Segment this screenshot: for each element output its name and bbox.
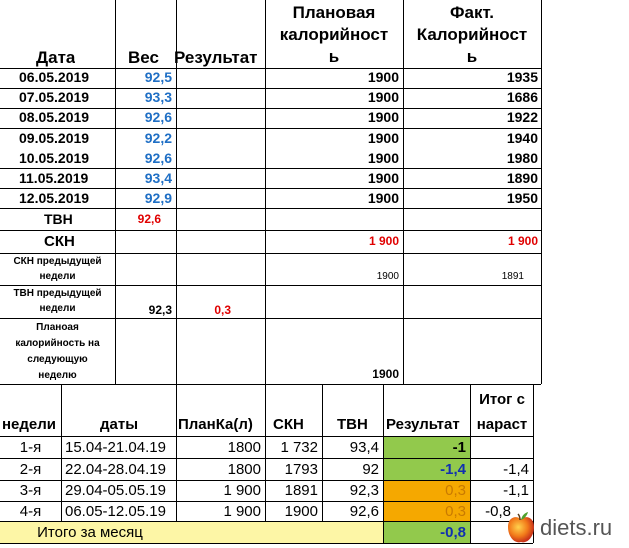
planka-cell: 1800 [227,439,261,456]
row-date: 10.05.2019 [19,150,90,166]
row-weight: 93,4 [144,170,172,186]
plan-next-value: 1900 [372,368,399,381]
dates-cell: 22.04-28.04.19 [65,461,166,478]
row-weight: 92,9 [144,190,172,206]
logo-text: diets.ru [540,515,613,540]
row-weight: 92,5 [144,69,172,85]
header-weight: Вес [128,48,159,67]
apple-icon [506,511,536,545]
tvn-label: ТВН [44,211,73,227]
plan-next-label-1: Планоая [36,322,79,333]
tvn-prev-weight: 92,3 [148,304,172,317]
row-plan: 1900 [367,89,399,105]
header-date: Дата [36,48,76,67]
tvn-value: 92,6 [137,213,161,226]
tvn-prev-label-1: ТВН предыдущей [13,288,102,299]
row-weight: 93,3 [144,89,172,105]
week-cell: 1-я [19,439,42,456]
header-result: Результат [174,48,258,67]
total-cell: -1,1 [503,482,529,499]
month-total-result: -0,8 [440,524,466,541]
skn-fact: 1 900 [507,235,538,248]
header-plan-calories-2: калорийност [279,25,389,44]
plan-next-label-2: калорийность на [15,338,100,349]
row-weight: 92,2 [144,130,172,146]
week-cell: 4-я [19,503,42,520]
week-cell: 2-я [19,461,42,478]
planka-cell: 1 900 [223,482,261,499]
row-date: 06.05.2019 [19,69,90,85]
plan-next-label-4: неделю [38,370,77,381]
dates-cell: 29.04-05.05.19 [65,482,166,499]
skn-prev-label-2: недели [39,271,76,282]
row-fact: 1980 [506,150,538,166]
row-plan: 1900 [367,150,399,166]
skn-prev-label-1: СКН предыдущей [13,256,102,267]
skn-cell: 1793 [284,461,318,478]
total-cell: -0,8 [485,503,511,520]
diets-logo[interactable] [506,510,624,546]
skn-cell: 1900 [284,503,318,520]
row-date: 08.05.2019 [19,109,90,125]
week-cell: 3-я [19,482,42,499]
row-plan: 1900 [367,190,399,206]
row-date: 07.05.2019 [19,89,90,105]
month-total-label: Итого за месяц [37,524,143,541]
dates-cell: 15.04-21.04.19 [65,439,166,456]
row-fact: 1890 [506,170,538,186]
total-cell: -1,4 [503,461,529,478]
header-fact-calories-2: Калорийност [416,25,528,44]
skn-plan: 1 900 [368,235,399,248]
result-cell: -1,4 [440,461,466,478]
row-fact: 1686 [506,89,538,105]
row-fact: 1940 [506,130,538,146]
header-planka: ПланКа(л) [178,416,253,433]
header-week: недели [2,416,57,433]
skn-label: СКН [44,233,75,250]
planka-cell: 1800 [227,461,261,478]
tvn-cell: 93,4 [349,439,379,456]
planka-cell: 1 900 [223,503,261,520]
row-fact: 1935 [506,69,538,85]
header-skn: СКН [273,416,304,433]
row-plan: 1900 [367,69,399,85]
row-plan: 1900 [367,130,399,146]
skn-prev-plan: 1900 [376,271,399,282]
header-dates: даты [100,416,139,433]
skn-cell: 1 732 [280,439,318,456]
tvn-cell: 92 [362,461,379,478]
tvn-prev-label-2: недели [39,303,76,314]
header-tvn: ТВН [337,416,368,433]
header-total-2: нараст [476,416,528,433]
header-plan-calories-3: ь [328,47,340,66]
row-fact: 1922 [506,109,538,125]
header-result-bottom: Результат [386,416,460,433]
row-plan: 1900 [367,170,399,186]
row-fact: 1950 [506,190,538,206]
tvn-cell: 92,6 [349,503,379,520]
plan-next-label-3: следующую [27,354,88,365]
row-date: 11.05.2019 [19,170,89,186]
tvn-cell: 92,3 [349,482,379,499]
row-date: 12.05.2019 [19,190,90,206]
result-cell: 0,3 [445,503,466,520]
result-cell: -1 [452,439,466,456]
skn-cell: 1891 [284,482,318,499]
row-plan: 1900 [367,109,399,125]
skn-prev-fact: 1891 [501,271,524,282]
header-plan-calories-1: Плановая [292,3,376,22]
row-date: 09.05.2019 [19,130,90,146]
tvn-prev-result: 0,3 [214,304,231,317]
header-fact-calories-3: ь [466,47,478,66]
header-fact-calories-1: Факт. [449,3,495,22]
row-weight: 92,6 [144,150,172,166]
row-weight: 92,6 [144,109,172,125]
result-cell: 0,3 [445,482,466,499]
dates-cell: 06.05-12.05.19 [65,503,166,520]
header-total-1: Итог с [479,391,525,408]
